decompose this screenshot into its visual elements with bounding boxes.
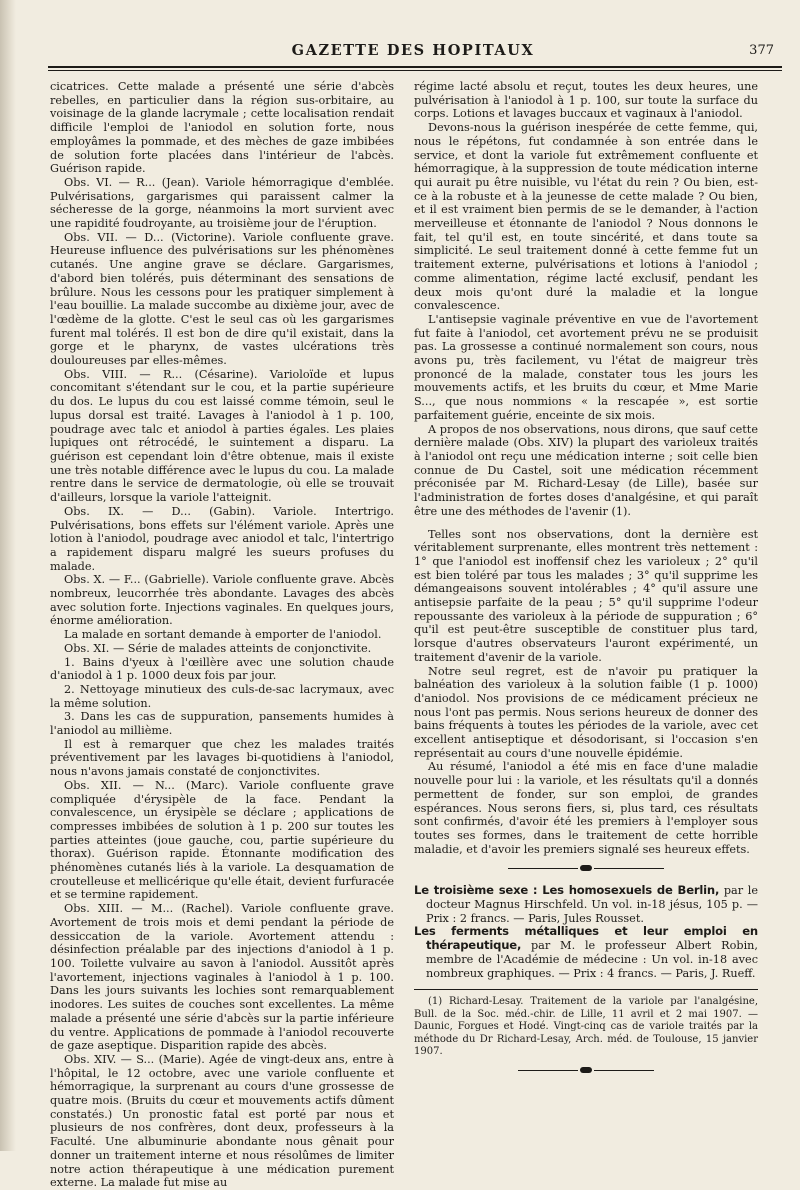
book-listing bbox=[414, 884, 758, 925]
observation-8: Obs. VIII. — R... (Césarine). Varioloïde et lupus concomitant s'étendant sur le cou, et la partie supérieure du dos. Le lupus du cou est laissé comme témoin, seul le lupus dorsal est traité. Lavages à l'aniodol à 1 p. 100, poudrage avec talc et aniodol à parties égales. Les plaies lupiques ont rétrocédé, le suintement a disparu. La guérison est cependant loin d'être obtenue, mais il existe une très notable différence avec le lupus du cou. La malade rentre dans le service de dermatologie, où elle se trouvait d'ailleurs, lorsque la variole l'atteignit. bbox=[50, 367, 394, 505]
observation-12: Obs. XII. — N... (Marc). Variole confluente grave compliquée d'érysipèle de la face. Pendant la convalescence, un érysipèle se déclare ; applications de compresses imbibées de solution à 1 p. 200 sur toutes les parties atteintes (joue gauche, cou, partie supérieure du thorax). Guérison rapide. Étonnante modification des phénomènes cutanés liés à la variole. La desquamation de croutelleuse et mellicérique qu'elle était, devient furfuracée et se termine rapidement. bbox=[50, 778, 394, 902]
list-item: 2. Nettoyage minutieux des culs-de-sac lacrymaux, avec la même solution. bbox=[50, 682, 394, 710]
ornament-line bbox=[594, 1070, 654, 1071]
book-title: Les ferments métalliques et leur emploi en thérapeutique, bbox=[414, 924, 758, 953]
ornament-line bbox=[508, 868, 578, 869]
paragraph: A propos de nos observations, nous dirons, que sauf cette dernière malade (Obs. XIV) la plupart des varioleux traités à l'aniodol ont reçu une médication interne ; soit celle bien connue de Du Castel, soit une médication récemment préconisée par M. Richard-Lesay (de Lille), basée sur l'administration de fortes doses d'analgésine, et qui paraît être une des méthodes de l'avenir (1). bbox=[414, 422, 758, 518]
paragraph: régime lacté absolu et reçut, toutes les deux heures, une pulvérisation à l'aniodol à 1 p. 100, sur toute la surface du corps. Lotions et lavages buccaux et vaginaux à l'aniodol. bbox=[414, 80, 758, 121]
header-rule-thin bbox=[48, 70, 782, 71]
paragraph: La malade en sortant demande à emporter de l'aniodol. bbox=[64, 628, 382, 642]
observation-7: Obs. VII. — D... (Victorine). Variole confluente grave. Heureuse influence des pulvérisations sur les phénomènes cutanés. Une angine grave se déclare. Gargarismes, d'abord bien tolérés, puis déterminant des sensations de brûlure. Nous les cessons pour les pratiquer simplement à l'eau bouillie. La malade succombe au dixième jour, avec de l'œdème de la glotte. C'est le seul cas où les gargarismes furent mal tolérés. Il est bon de dire qu'il existait, dans la gorge et le pharynx, de vastes ulcérations très douloureuses par elles-mêmes. bbox=[50, 230, 394, 368]
observation-11: Obs. XI. — Série de malades atteints de conjonctivite. bbox=[64, 641, 372, 655]
paragraph: L'antisepsie vaginale préventive en vue de l'avortement fut faite à l'aniodol, cet avortement prévu ne se produisit pas. La grossesse a continué normalement son cours, nous avons pu, très facilement, vu l'état de maigreur très prononcé de la malade, constater tous les jours les mouvements actifs, et les bruits du cœur, et Mme Marie S..., que nous nommions « la rescapée », est sortie parfaitement guérie, enceinte de six mois. bbox=[414, 312, 758, 422]
paragraph: cicatrices. Cette malade a présenté une série d'abcès rebelles, en particulier dans la région sus-orbitaire, au voisinage de la glande lacrymale ; cette localisation rendait difficile l'emploi de l'aniodol en solution forte, nous employâmes la pommade, et des mèches de gaze imbibées de solution forte placées dans l'intérieur de l'abcès. Guérison rapide. bbox=[50, 80, 394, 176]
conclusion-paragraph: Notre seul regret, est de n'avoir pu pratiquer la balnéation des varioleux à la solution faible (1 p. 1000) d'aniodol. Nos provisions de ce médicament précieux ne nous l'ont pas permis. Nous serions heureux de donner des bains fréquents à toutes les périodes de la variole, avec cet excellent antiseptique et désodorisant, si l'occasion s'en représentait au cours d'une nouvelle épidémie. bbox=[414, 664, 758, 760]
observation-10: Obs. X. — F... (Gabrielle). Variole confluente grave. Abcès nombreux, leucorrhée très abondante. Lavages des abcès avec solution forte. Injections vaginales. En quelques jours, énorme amélioration. bbox=[50, 573, 394, 628]
ornament-line bbox=[594, 868, 664, 869]
left-column bbox=[50, 80, 394, 1190]
right-column bbox=[414, 80, 758, 1140]
section-gap bbox=[414, 519, 758, 528]
observation-6: Obs. VI. — R... (Jean). Variole hémorragique d'emblée. Pulvérisations, gargarismes qui paraissent calmer la sécheresse de la gorge, néanmoins la mort survient avec une rapidité foudroyante, au troisième jour de l'éruption. bbox=[50, 175, 394, 231]
ornament-mark bbox=[580, 1067, 592, 1073]
book-details: par le docteur Magnus Hirschfeld. Un vol. in-18 jésus, 105 p. — Prix : 2 francs. — Paris, Jules Rousset. bbox=[426, 884, 758, 925]
book-details: par M. le professeur Albert Robin, membre de l'Académie de médecine : Un vol. in-18 avec nombreux graphiques. — Prix : 4 francs. — Paris, J. Rueff. bbox=[426, 939, 758, 980]
observation-14: Obs. XIV. — S... (Marie). Agée de vingt-deux ans, entre à l'hôpital, le 12 octobre, avec une variole confluente et hémorragique, la surprenant au cours d'une grossesse de quatre mois. (Bruits du cœur et mouvements actifs dûment constatés.) Un pronostic fatal est porté par nous et plusieurs de nos confrères, dont deux, professeurs à la Faculté. Une albuminurie abondante nous gênait pour donner un traitement interne et nous résolûmes de limiter notre action thérapeutique à une médication purement externe. La malade fut mise au bbox=[50, 1052, 394, 1190]
header-rule-thick bbox=[48, 66, 782, 68]
paragraph: Devons-nous la guérison inespérée de cette femme, qui, nous le répétons, fut condamnée à son entrée dans le service, et dont la variole fut extrêmement confluente et hémorragique, à la suppression de toute médication interne qui aurait pu être nuisible, vu l'état du rein ? Ou bien, est-ce à la robuste et à la jeunesse de cette malade ? Ou bien, et il est vraiment bien permis de se le demander, à l'action merveilleuse et étonnante de l'aniodol ? Nous donnons le fait, tel qu'il est, en toute sincérité, et dans toute sa simplicité. Le seul traitement donné à cette femme fut un traitement externe, pulvérisations et lotions à l'aniodol ; comme alimentation, régime lacté exclusif, pendant les deux mois qu'ont duré la maladie et la longue convalescence. bbox=[414, 121, 758, 313]
ornament-line bbox=[518, 1070, 578, 1071]
page-binding-shadow bbox=[0, 0, 16, 1151]
conclusion-paragraph: Au résumé, l'aniodol a été mis en face d'une maladie nouvelle pour lui : la variole, et les résultats qu'il a donnés permettent de fonder, sur son emploi, de grandes espérances. Nous serons fiers, si, plus tard, ces résultats sont confirmés, d'avoir été les premiers à l'employer sous toutes ses formes, dans le traitement de cette horrible maladie, et d'avoir les premiers signalé ses heureux effets. bbox=[414, 760, 758, 856]
book-listing bbox=[414, 925, 758, 980]
page-number: 377 bbox=[749, 43, 774, 58]
book-title: Le troisième sexe : Les homosexuels de Berlin, bbox=[414, 883, 720, 898]
list-item: 1. Bains d'yeux à l'œillère avec une solution chaude d'aniodol à 1 p. 1000 deux fois par jour. bbox=[50, 655, 394, 683]
footnote-rule bbox=[414, 989, 758, 990]
ornament-mark bbox=[580, 865, 592, 871]
observation-13: Obs. XIII. — M... (Rachel). Variole confluente grave. Avortement de trois mois et demi pendant la période de dessiccation de la variole. Avortement attendu : désinfection préalable par des injections d'aniodol à 1 p. 100. Toilette vulvaire au savon à l'aniodol. Aussitôt après l'avortement, injections vaginales à l'aniodol à 1 p. 100. Dans les jours suivants les lochies sont remarquablement inodores. Les suites de couches sont excellentes. La même malade a présenté une série d'abcès sur la partie inférieure du ventre. Applications de pommade à l'aniodol recouverte de gaze aseptique. Disparition rapide des abcès. bbox=[50, 902, 394, 1053]
observation-9: Obs. IX. — D... (Gabin). Variole. Intertrigo. Pulvérisations, bons effets sur l'élément variole. Après une lotion à l'aniodol, poudrage avec aniodol et talc, l'intertrigo a rapidement disparu malgré les sueurs profuses du malade. bbox=[50, 504, 394, 573]
journal-title: GAZETTE DES HOPITAUX bbox=[291, 42, 535, 59]
list-item: 3. Dans les cas de suppuration, pansements humides à l'aniodol au millième. bbox=[50, 710, 394, 738]
page-header bbox=[48, 38, 778, 62]
end-ornament bbox=[414, 1064, 758, 1078]
conclusion-paragraph: Telles sont nos observations, dont la dernière est véritablement surprenante, elles montrent très nettement : 1° que l'aniodol est inoffensif chez les varioleux ; 2° qu'il est bien toléré par tous les malades ; 3° qu'il supprime les démangeaisons souvent intolérables ; 4° qu'il assure une antisepsie parfaite de la peau ; 5° qu'il supprime l'odeur repoussante des varioleux à la période de suppuration ; 6° qu'il est peut-être susceptible de constituer plus tard, lorsque d'autres observateurs l'auront expérimenté, un traitement d'avenir de la variole. bbox=[414, 527, 758, 664]
paragraph: Il est à remarquer que chez les malades traités préventivement par les lavages bi-quotidiens à l'aniodol, nous n'avons jamais constaté de conjonctivites. bbox=[50, 737, 394, 779]
footnote: (1) Richard-Lesay. Traitement de la variole par l'analgésine, Bull. de la Soc. méd.-chir. de Lille, 11 avril et 2 mai 1907. — Daunic, Forgues et Hodé. Vingt-cinq cas de variole traités par la méthode du Dr Richard-Lesay, Arch. méd. de Toulouse, 15 janvier 1907. bbox=[414, 996, 758, 1057]
section-ornament bbox=[414, 862, 758, 876]
